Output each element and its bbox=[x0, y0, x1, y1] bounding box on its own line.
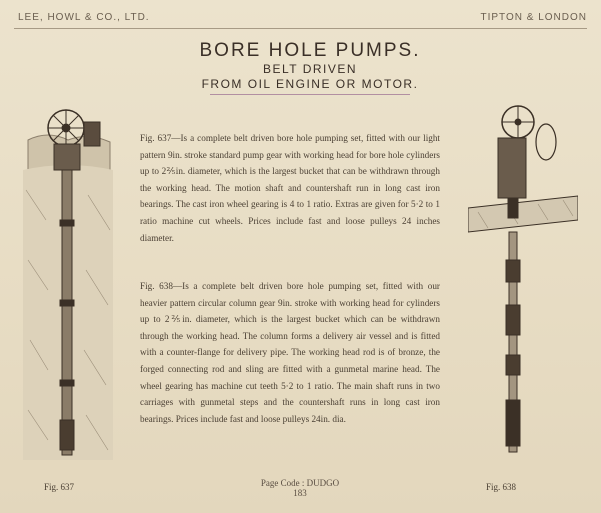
subtitle-line-1: BELT DRIVEN bbox=[262, 62, 358, 76]
fig-638-description: Fig. 638—Is a complete belt driven bore hole pumping set, fitted with our heavier pattern circular column gear 9in. stroke with working head for cylinders up to 2⅖in. diameter, which is the largest bucket which can be withdrawn through the working head. The column forms a delivery air vessel and is fitted with a counter-flange for delivery pipe. The working head rod is of bronze, the forged connecting rod and sling are fitted with a gunmetal marine head. The wheel gearing has machine cut teeth 5·2 to 1 ratio. The main shaft runs in two carriages with gunmetal steps and the countershaft runs in long cast iron bearings. Prices include fast and loose pulleys 24in. dia. bbox=[140, 281, 440, 424]
company-name-header: LEE, HOWL & CO., LTD. bbox=[18, 12, 150, 23]
fig-637-caption: Fig. 637 bbox=[44, 482, 75, 492]
page-code: Page Code : DUDGO bbox=[260, 478, 340, 488]
fig-638-caption: Fig. 638 bbox=[486, 482, 517, 492]
page-number: 183 bbox=[293, 488, 307, 498]
title-underline bbox=[210, 94, 410, 95]
fig-637-description: Fig. 637—Is a complete belt driven bore hole pumping set, fitted with our light pattern 9in. stroke standard pump gear with working head for bore hole cylinders up to 2⅖in. diameter, which is the largest bucket that can be withdrawn through the working head. The motion shaft and countershaft run in long cast iron bearings. The cast iron wheel gearing is 4 to 1 ratio. Extras are given for 5·2 to 1 ratio machine cut wheels. Prices include fast and loose pulleys 24 inches diameter. bbox=[140, 133, 440, 243]
header-rule bbox=[14, 28, 587, 29]
subtitle-line-2: FROM OIL ENGINE OR MOTOR. bbox=[201, 77, 419, 91]
title-block bbox=[160, 40, 460, 95]
fig-638-illustration bbox=[468, 100, 578, 460]
page-title: BORE HOLE PUMPS. bbox=[199, 40, 421, 61]
fig-637-illustration bbox=[18, 100, 118, 460]
page-footer bbox=[200, 478, 400, 498]
location-header: TIPTON & LONDON bbox=[480, 12, 587, 23]
